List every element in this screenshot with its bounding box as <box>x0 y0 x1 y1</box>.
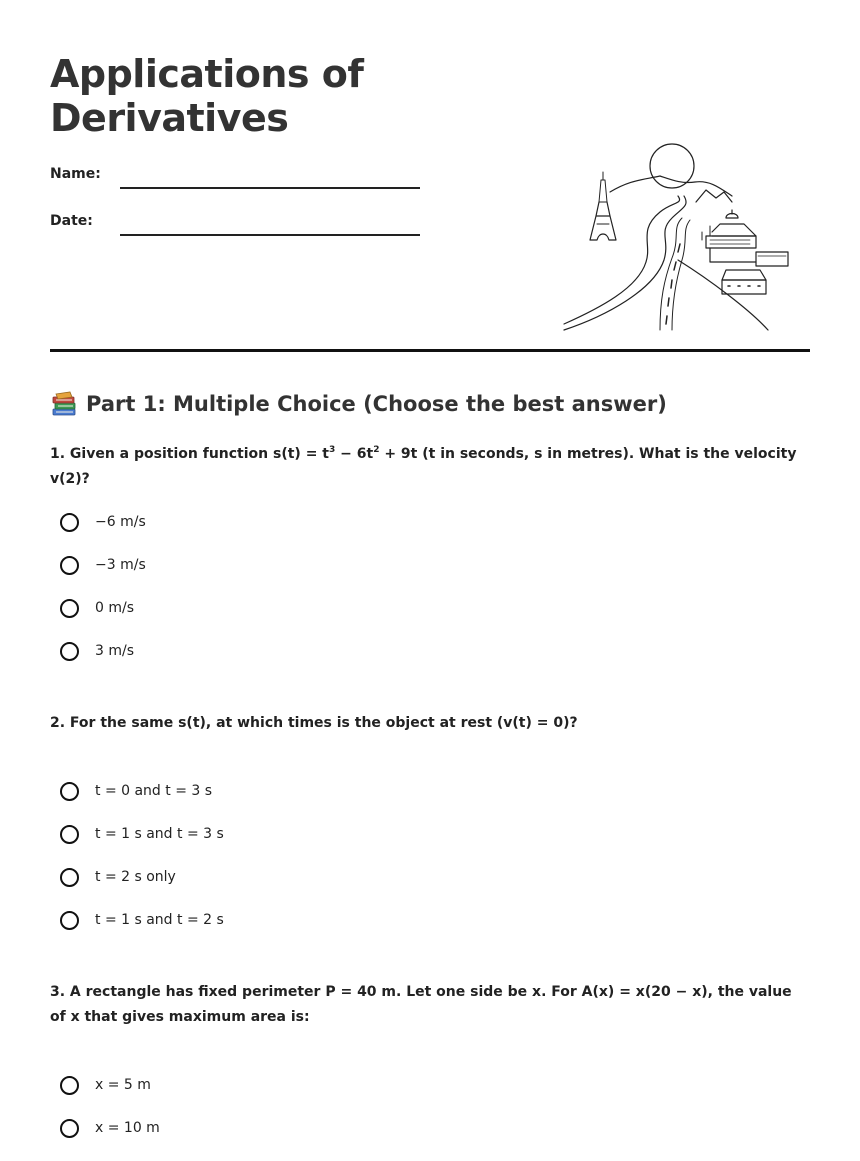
question-2: 2. For the same s(t), at which times is the object at rest (v(t) = 0)? <box>50 715 578 731</box>
part-1-heading <box>50 388 667 420</box>
option-label: −6 m/s <box>95 514 146 530</box>
radio-button[interactable] <box>60 911 79 930</box>
q1-option-d[interactable] <box>60 639 134 663</box>
part-1-title: Part 1: Multiple Choice (Choose the best answer) <box>86 392 667 416</box>
question-1: 1. Given a position function $s(t) = t^3 - 6t^2 + 9t$ (t in seconds, s in metres). What is the velocity v(2)? <box>50 445 797 487</box>
radio-button[interactable] <box>60 782 79 801</box>
option-label: 3 m/s <box>95 643 135 659</box>
option-label: −3 m/s <box>95 557 146 573</box>
radio-button[interactable] <box>60 825 79 844</box>
question-3: 3. A rectangle has fixed perimeter P = 40 m. Let one side be x. For A(x) = x(20 − x), the value of x that gives maximum area is: <box>50 984 792 1025</box>
option-label: t = 2 s only <box>95 869 176 885</box>
option-label: x = 5 m <box>95 1077 151 1093</box>
section-divider <box>50 349 810 352</box>
radio-button[interactable] <box>60 599 79 618</box>
radio-button[interactable] <box>60 1076 79 1095</box>
radio-button[interactable] <box>60 556 79 575</box>
q3-option-b[interactable] <box>60 1116 160 1140</box>
q2-option-d[interactable] <box>60 908 224 932</box>
option-label: t = 1 s and t = 3 s <box>95 826 224 842</box>
date-label: Date: <box>50 213 93 229</box>
option-label: t = 0 and t = 3 s <box>95 783 213 799</box>
name-label: Name: <box>50 166 101 182</box>
q1-option-a[interactable] <box>60 510 146 534</box>
radio-button[interactable] <box>60 642 79 661</box>
page-title-line-1: Applications of <box>50 52 364 96</box>
page-title-line-2: Derivatives <box>50 96 289 140</box>
option-label: x = 10 m <box>95 1120 160 1136</box>
option-label: t = 1 s and t = 2 s <box>95 912 224 928</box>
radio-button[interactable] <box>60 513 79 532</box>
q3-option-a[interactable] <box>60 1073 151 1097</box>
q1-option-c[interactable] <box>60 596 134 620</box>
books-icon <box>50 390 78 418</box>
option-label: 0 m/s <box>95 600 135 616</box>
q2-option-a[interactable] <box>60 779 212 803</box>
q2-option-c[interactable] <box>60 865 176 889</box>
date-field[interactable] <box>120 234 420 236</box>
radio-button[interactable] <box>60 868 79 887</box>
q1-option-b[interactable] <box>60 553 146 577</box>
radio-button[interactable] <box>60 1119 79 1138</box>
page-title <box>50 52 363 140</box>
name-field[interactable] <box>120 187 420 189</box>
q2-option-b[interactable] <box>60 822 224 846</box>
travel-landscape-illustration <box>560 140 800 340</box>
